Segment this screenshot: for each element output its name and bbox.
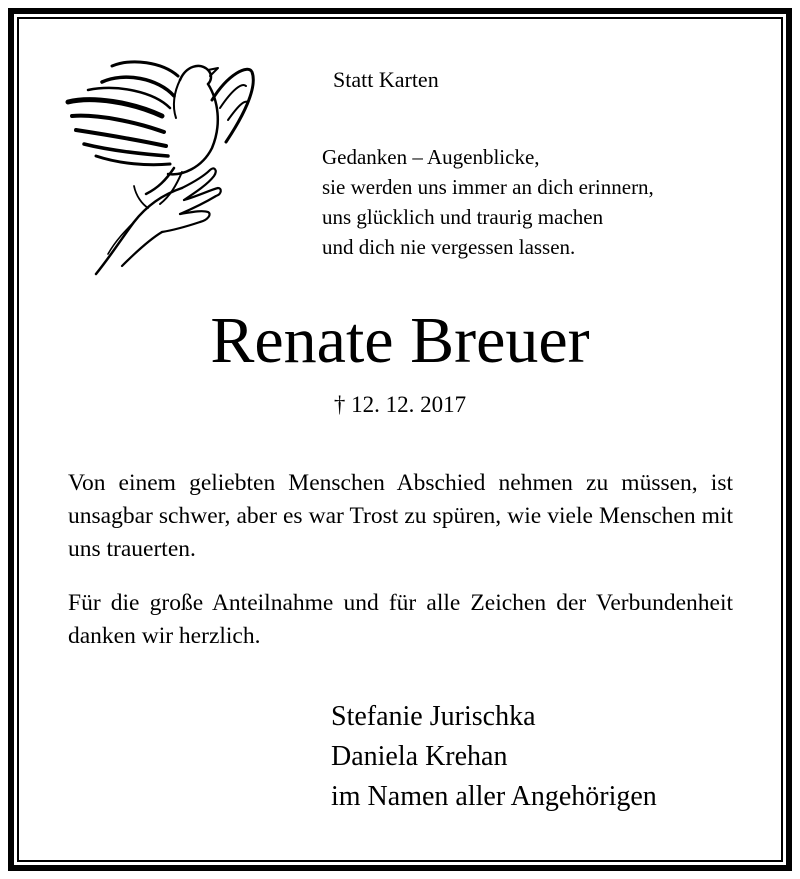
signature-line: Daniela Krehan [331, 741, 508, 772]
poem-line: Gedanken – Augenblicke, [322, 145, 540, 169]
signatures [331, 697, 657, 817]
death-date: † 12. 12. 2017 [333, 392, 467, 417]
poem-line: sie werden uns immer an dich erinnern, [322, 175, 654, 199]
dove-hand-icon [62, 44, 262, 276]
poem [322, 142, 654, 262]
poem-line: uns glücklich und traurig machen [322, 205, 604, 229]
signature-line: Stefanie Jurischka [331, 701, 536, 732]
body-paragraph-2: Für die große Anteilnahme und für alle Zeichen der Verbundenheit danken wir herzlich. [68, 590, 733, 649]
poem-line: und dich nie vergessen lassen. [322, 235, 576, 259]
deceased-name: Renate Breuer [210, 304, 590, 377]
statt-karten-label: Statt Karten [333, 67, 439, 92]
body-paragraph-1: Von einem geliebten Menschen Abschied nehmen zu müssen, ist unsagbar schwer, aber es war Trost zu spüren, wie viele Menschen mit uns trauerten. [68, 470, 733, 562]
signature-line: im Namen aller Angehörigen [331, 781, 657, 812]
